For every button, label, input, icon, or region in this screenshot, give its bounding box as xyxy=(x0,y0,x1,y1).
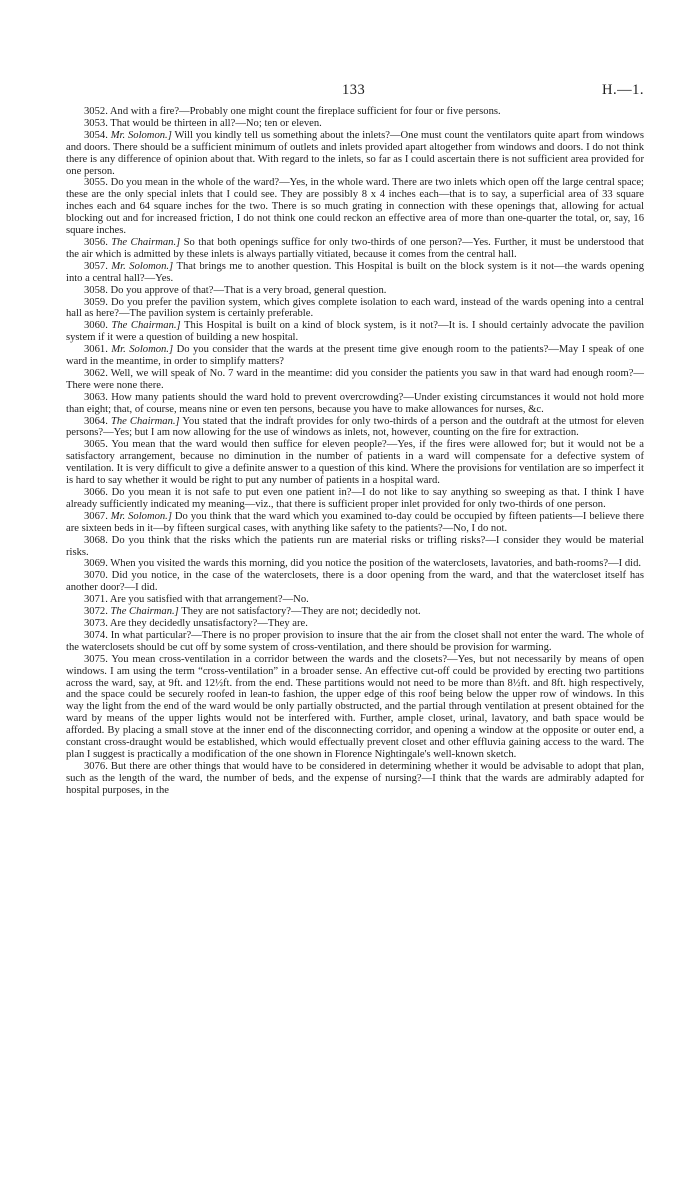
paragraph-3059 xyxy=(66,297,644,321)
paragraph-3076 xyxy=(66,761,644,797)
document-body xyxy=(66,106,644,797)
paragraph-text: 3068. Do you think that the risks which the patients run are material risks or trifling risks?—I consider they would be material risks. xyxy=(66,534,644,558)
paragraph-3052 xyxy=(66,106,644,118)
question-number: 3054. xyxy=(84,129,108,141)
paragraph-text: 3065. You mean that the ward would then suffice for eleven people?—Yes, if the fires were allowed for; but it would not be a satisfactory arrangement, because no diminution in the number of patients in a ward will compensate for a defective system of ventilation. It is very difficult to give a definite answer to a question of this kind. Where the provisions for ventilation are so imperfect it is hard to say whether it would be right to put any number of patients in a hospital ward. xyxy=(66,439,644,487)
paragraph-3064 xyxy=(66,416,644,440)
paragraph-3053 xyxy=(66,118,644,130)
paragraph-text: 3059. Do you prefer the pavilion system, which gives complete isolation to each ward, instead of the wards opening into a central hall as here?—The pavilion system is certainly preferable. xyxy=(66,296,644,320)
paragraph-3056 xyxy=(66,237,644,261)
question-number: 3056. xyxy=(84,236,108,248)
paragraph-text: You stated that the indraft provides for only two-thirds of a person and the outdraft at the utmost for eleven persons?—Yes; but I am now allowing for the use of windows as inlets, not, however, counting on the fire for extraction. xyxy=(66,415,645,439)
speaker-label: Mr. Solomon.] xyxy=(110,510,172,522)
paragraph-text: 3071. Are you satisfied with that arrangement?—No. xyxy=(84,594,309,606)
question-number: 3060. xyxy=(84,320,108,332)
speaker-label: The Chairman.] xyxy=(111,236,181,248)
speaker-label: The Chairman.] xyxy=(110,415,180,427)
speaker-label: Mr. Solomon.] xyxy=(111,260,174,272)
paragraph-text: 3052. And with a fire?—Probably one might count the fireplace sufficient for four or five persons. xyxy=(84,106,501,117)
paragraph-text: 3073. Are they decidedly unsatisfactory?—They are. xyxy=(84,617,308,629)
speaker-label: The Chairman.] xyxy=(111,320,181,332)
paragraph-text: 3053. That would be thirteen in all?—No; ten or eleven. xyxy=(84,117,322,129)
paragraph-3071 xyxy=(66,594,644,606)
paragraph-3054 xyxy=(66,130,644,178)
paragraph-text: They are not satisfactory?—They are not; decidedly not. xyxy=(181,606,421,618)
paragraph-3063 xyxy=(66,392,644,416)
paragraph-3075 xyxy=(66,654,644,761)
paragraph-text: 3066. Do you mean it is not safe to put even one patient in?—I do not like to say anything so sweeping as that. I think I have already sufficiently indicated my meaning—viz., that there is sufficient proper inlet provided for only two-thirds of one person. xyxy=(66,487,644,510)
paragraph-text: 3058. Do you approve of that?—That is a very broad, general question. xyxy=(84,284,387,296)
paragraph-3058 xyxy=(66,285,644,297)
paragraph-3068 xyxy=(66,535,644,559)
paragraph-text: 3062. Well, we will speak of No. 7 ward in the meantime: did you consider the patients you saw in that ward had enough room?—There were none there. xyxy=(66,367,644,391)
speaker-label: Mr. Solomon.] xyxy=(111,344,174,356)
page-number: 133 xyxy=(342,82,366,98)
paragraph-3055 xyxy=(66,177,644,237)
paragraph-3070 xyxy=(66,570,644,594)
speaker-label: The Chairman.] xyxy=(110,606,179,618)
paragraph-3066 xyxy=(66,487,644,511)
paragraph-text: 3074. In what particular?—There is no proper provision to insure that the air from the closet shall not enter the ward. The whole of the waterclosets should be cut off by some system of cross-ventilation, and there should be provision for warming. xyxy=(66,629,644,653)
question-number: 3057. xyxy=(84,260,108,272)
paragraph-text: Do you think that the ward which you examined to-day could be occupied by fifteen patients—I believe there are sixteen beds in it—by fifteen surgical cases, with anything like safety to the patients?—No, I do not. xyxy=(66,510,644,534)
paragraph-text: So that both openings suffice for only two-thirds of one person?—Yes. Further, it must be understood that the air which is admitted by these inlets is always partially vitiated, because it comes from the central hall. xyxy=(66,236,644,260)
paragraph-text: 3055. Do you mean in the whole of the ward?—Yes, in the whole ward. There are two inlets which open off the large central space; these are the only special inlets that I could see. They are possibly 8 x 4 inches each—that is to say, a superficial area of 33 square inches each and 64 square inches for the two. There is so much grating in connection with these openings that, allowing for actual blocking out and for increased friction, I do not think one could reckon an effective area of more than one-quarter the total, or, say, 16 square inches. xyxy=(66,177,644,237)
paragraph-text: 3069. When you visited the wards this morning, did you notice the position of the waterclosets, lavatories, and bath-rooms?—I did. xyxy=(84,558,642,570)
paragraph-text: 3063. How many patients should the ward hold to prevent overcrowding?—Under existing circumstances it would not hold more than eight; that, of course, means nine or even ten persons, because you have to make allowances for nurses, &c. xyxy=(66,391,644,415)
question-number: 3067. xyxy=(84,510,108,522)
paragraph-3061 xyxy=(66,344,644,368)
paragraph-3067 xyxy=(66,511,644,535)
paragraph-3074 xyxy=(66,630,644,654)
paragraph-3065 xyxy=(66,439,644,487)
paragraph-text: Do you consider that the wards at the present time give enough room to the patients?—May I speak of one ward in the meantime, in order to simplify matters? xyxy=(66,344,644,368)
question-number: 3061. xyxy=(84,344,108,356)
paragraph-3073 xyxy=(66,618,644,630)
paragraph-text: This Hospital is built on a kind of block system, is it not?—It is. I should certainly advocate the pavilion system if it were a question of building a new hospital. xyxy=(66,320,644,344)
question-number: 3072. xyxy=(84,606,108,618)
speaker-label: Mr. Solomon.] xyxy=(110,129,172,141)
paragraph-text: Will you kindly tell us something about the inlets?—One must count the ventilators quite apart from windows and doors. There should be a sufficient minimum of outlets and inlets provided apart altogether from windows and doors. I do not think there is any difference of opinion about that. With regard to the inlets, so far as I could ascertain there is not sufficient area provided for one person. xyxy=(66,129,644,177)
paragraph-3062 xyxy=(66,368,644,392)
paragraph-text: 3070. Did you notice, in the case of the waterclosets, there is a door opening from the ward, and that the watercloset itself has another door?—I did. xyxy=(66,570,644,594)
question-number: 3064. xyxy=(84,415,108,427)
paragraph-3072 xyxy=(66,606,644,618)
paragraph-text: That brings me to another question. This Hospital is built on the block system is it not—the wards opening into a central hall?—Yes. xyxy=(66,260,644,284)
paragraph-3057 xyxy=(66,261,644,285)
paragraph-3069 xyxy=(66,558,644,570)
paragraph-3060 xyxy=(66,320,644,344)
section-reference: H.—1. xyxy=(602,82,644,98)
paragraph-text: 3075. You mean cross-ventilation in a corridor between the wards and the closets?—Yes, but not necessarily by means of open windows. I am using the term “cross-ventilation” in a broader sense. An effective cut-off could be provided by erecting two partitions across the ward, say, at 9ft. and 12½ft. from the end. These partitions would not need to be more than 8½ft. and 8ft. high respectively, and the space could be securely roofed in lean-to fashion, the upper edge of this roof being below the upper row of windows. In this way the light from the end of the ward would be only partially obstructed, and the partial through ventilation at present obtained for the ward by means of the upper lights would not be interfered with. Further, ample closet, urinal, lavatory, and bath space would be afforded. By placing a small stove at the inner end of the disconnecting corridor, and opening a window at the opposite or outer end, a constant cross-draught would be established, which would effectually prevent closet and other effluvia gaining access to the ward. The plan I suggest is practically a modification of the one shown in Florence Nightingale's well-known sketch. xyxy=(66,653,644,760)
paragraph-text: 3076. But there are other things that would have to be considered in determining whether it would be advisable to adopt that plan, such as the length of the ward, the number of beds, and the expense of nursing?—I think that the wards are admirably adapted for hospital purposes, in the xyxy=(66,760,644,796)
